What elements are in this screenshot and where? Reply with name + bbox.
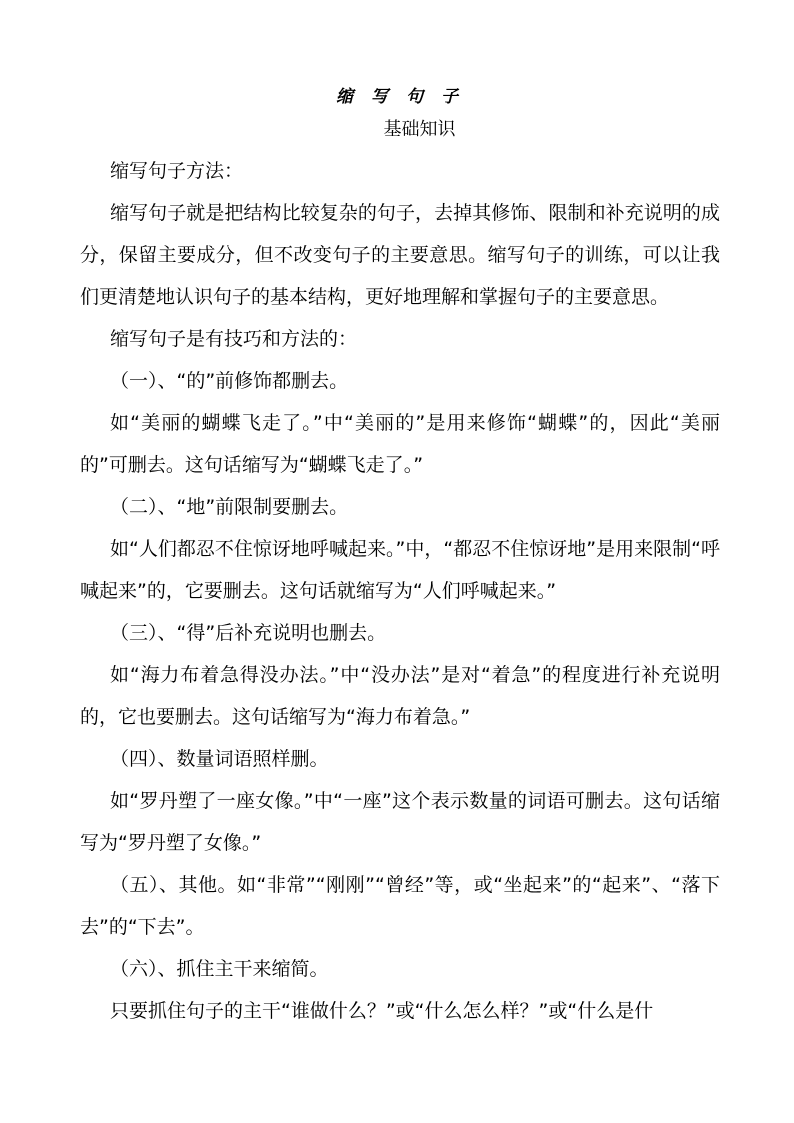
rule-example-6: 只要抓住句子的主干“谁做什么？”或“什么怎么样？”或“什么是什	[110, 1000, 654, 1022]
rule-heading-5: （五）、其他。如“非常”“刚刚”“曾经”等，或“坐起来”的“起来”、“落下去”的“下去”。	[80, 874, 720, 938]
rule-heading-3: （三）、“得”后补充说明也删去。	[110, 622, 387, 644]
rule-heading-2: （二）、“地”前限制要删去。	[110, 496, 349, 518]
rule-example-4: 如“罗丹塑了一座女像。”中“一座”这个表示数量的词语可删去。这句话缩写为“罗丹塑了女像。”	[80, 790, 720, 854]
rule-example-1: 如“美丽的蝴蝶飞走了。”中“美丽的”是用来修饰“蝴蝶”的，因此“美丽的”可删去。这句话缩写为“蝴蝶飞走了。”	[80, 412, 720, 476]
paragraph-techniques-intro: 缩写句子是有技巧和方法的：	[110, 328, 358, 350]
page-subtitle: 基础知识	[383, 119, 456, 140]
rule-heading-1: （一）、“的”前修饰都删去。	[110, 370, 349, 392]
rule-example-3: 如“海力布着急得没办法。”中“没办法”是对“着急”的程度进行补充说明的，它也要删去。这句话缩写为“海力布着急。”	[80, 664, 720, 728]
rule-heading-6: （六）、抓住主干来缩简。	[110, 958, 329, 980]
rule-heading-4: （四）、数量词语照样删。	[110, 748, 329, 770]
paragraph-method-heading: 缩写句子方法：	[110, 160, 244, 182]
document-body	[80, 150, 720, 1032]
rule-example-2: 如“人们都忍不住惊讶地呼喊起来。”中，“都忍不住惊讶地”是用来限制“呼喊起来”的，它要删去。这句话就缩写为“人们呼喊起来。”	[80, 538, 720, 602]
page-title: 缩写句子	[336, 87, 476, 107]
paragraph-definition: 缩写句子就是把结构比较复杂的句子，去掉其修饰、限制和补充说明的成分，保留主要成分，但不改变句子的主要意思。缩写句子的训练，可以让我们更清楚地认识句子的基本结构，更好地理解和掌握句子的主要意思。	[80, 202, 720, 308]
